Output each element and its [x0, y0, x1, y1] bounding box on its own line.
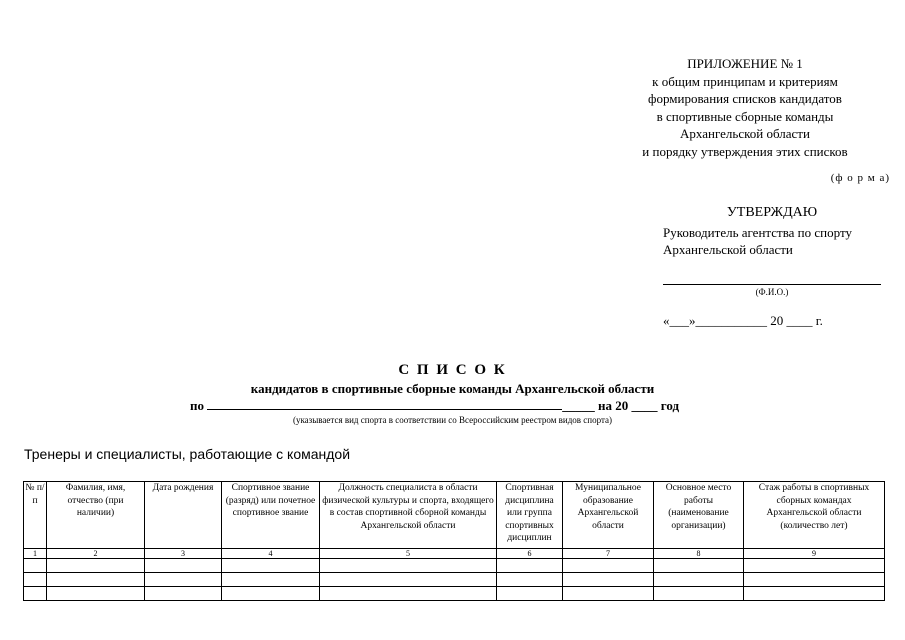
appendix-line: ПРИЛОЖЕНИЕ № 1 — [687, 56, 803, 71]
column-number: 7 — [563, 549, 654, 559]
approval-position — [663, 224, 893, 258]
table-cell — [563, 573, 654, 587]
table-row — [24, 559, 885, 573]
table-cell — [654, 587, 744, 601]
column-number-row — [24, 549, 885, 559]
sport-suffix: _____ на 20 ____ год — [562, 398, 680, 413]
table-cell — [744, 587, 885, 601]
appendix-line: и порядку утверждения этих списков — [642, 143, 848, 159]
appendix-line: в спортивные сборные команды — [656, 108, 834, 124]
table-row — [24, 587, 885, 601]
column-number: 9 — [744, 549, 885, 559]
appendix-line: Архангельской области — [680, 126, 810, 141]
table-header-cell: Основное место работы (наименование организации) — [654, 482, 744, 549]
column-number: 3 — [145, 549, 222, 559]
table-cell — [654, 573, 744, 587]
table-cell — [497, 559, 563, 573]
table-cell — [222, 587, 320, 601]
approval-date: «___»___________ 20 ____ г. — [663, 313, 823, 328]
section-title: Тренеры и специалисты, работающие с командой — [24, 446, 351, 462]
table-cell — [145, 559, 222, 573]
table-cell — [145, 587, 222, 601]
table-header-cell: Дата рождения — [145, 482, 222, 549]
document-subtitle: кандидатов в спортивные сборные команды Архангельской области — [250, 381, 655, 396]
sport-note: (указывается вид спорта в соответствии со Всероссийским реестром видов спорта) — [292, 415, 613, 425]
sport-line — [190, 398, 720, 414]
table-header-cell: Должность специалиста в области физической культуры и спорта, входящего в состав спортивной сборной команды Архангельской области — [320, 482, 497, 549]
table-cell — [563, 559, 654, 573]
table-cell — [744, 573, 885, 587]
appendix-line: к общим принципам и критериям — [652, 73, 838, 89]
document-title: С П И С О К — [398, 362, 507, 378]
appendix-line: формирования списков кандидатов — [648, 91, 842, 106]
table-header-cell: № п/п — [24, 482, 47, 549]
table-cell — [320, 587, 497, 601]
column-number: 1 — [24, 549, 47, 559]
table-cell — [24, 559, 47, 573]
table-cell — [222, 559, 320, 573]
approval-position-line: Архангельской области — [663, 242, 793, 257]
table-cell — [654, 559, 744, 573]
column-number: 6 — [497, 549, 563, 559]
sport-prefix: по — [190, 398, 204, 413]
approval-title: УТВЕРЖДАЮ — [726, 205, 818, 220]
signature-line — [663, 284, 881, 285]
table-header-cell: Фамилия, имя, отчество (при наличии) — [47, 482, 145, 549]
appendix-block — [600, 55, 890, 160]
table-cell — [320, 559, 497, 573]
table-header-cell: Спортивная дисциплина или группа спортивных дисциплин — [497, 482, 563, 549]
table-cell — [24, 587, 47, 601]
approval-position-line: Руководитель агентства по спорту — [663, 225, 852, 240]
candidates-table — [23, 481, 885, 601]
table-cell — [222, 573, 320, 587]
table-cell — [24, 573, 47, 587]
table-row — [24, 573, 885, 587]
table-cell — [497, 573, 563, 587]
table-cell — [145, 573, 222, 587]
table-cell — [47, 573, 145, 587]
table-header-cell: Муниципальное образование Архангельской области — [563, 482, 654, 549]
column-number: 4 — [222, 549, 320, 559]
table-header-cell: Стаж работы в спортивных сборных командах Архангельской области (количество лет) — [744, 482, 885, 549]
table-cell — [497, 587, 563, 601]
table-header-row — [24, 482, 885, 549]
column-number: 8 — [654, 549, 744, 559]
sport-blank — [207, 398, 562, 410]
fio-caption: (Ф.И.О.) — [755, 287, 789, 297]
table-cell — [744, 559, 885, 573]
column-number: 5 — [320, 549, 497, 559]
form-label: (ф о р м а) — [830, 172, 890, 184]
table-cell — [47, 587, 145, 601]
column-number: 2 — [47, 549, 145, 559]
table-cell — [47, 559, 145, 573]
table-header-cell: Спортивное звание (разряд) или почетное спортивное звание — [222, 482, 320, 549]
table-cell — [563, 587, 654, 601]
table-cell — [320, 573, 497, 587]
